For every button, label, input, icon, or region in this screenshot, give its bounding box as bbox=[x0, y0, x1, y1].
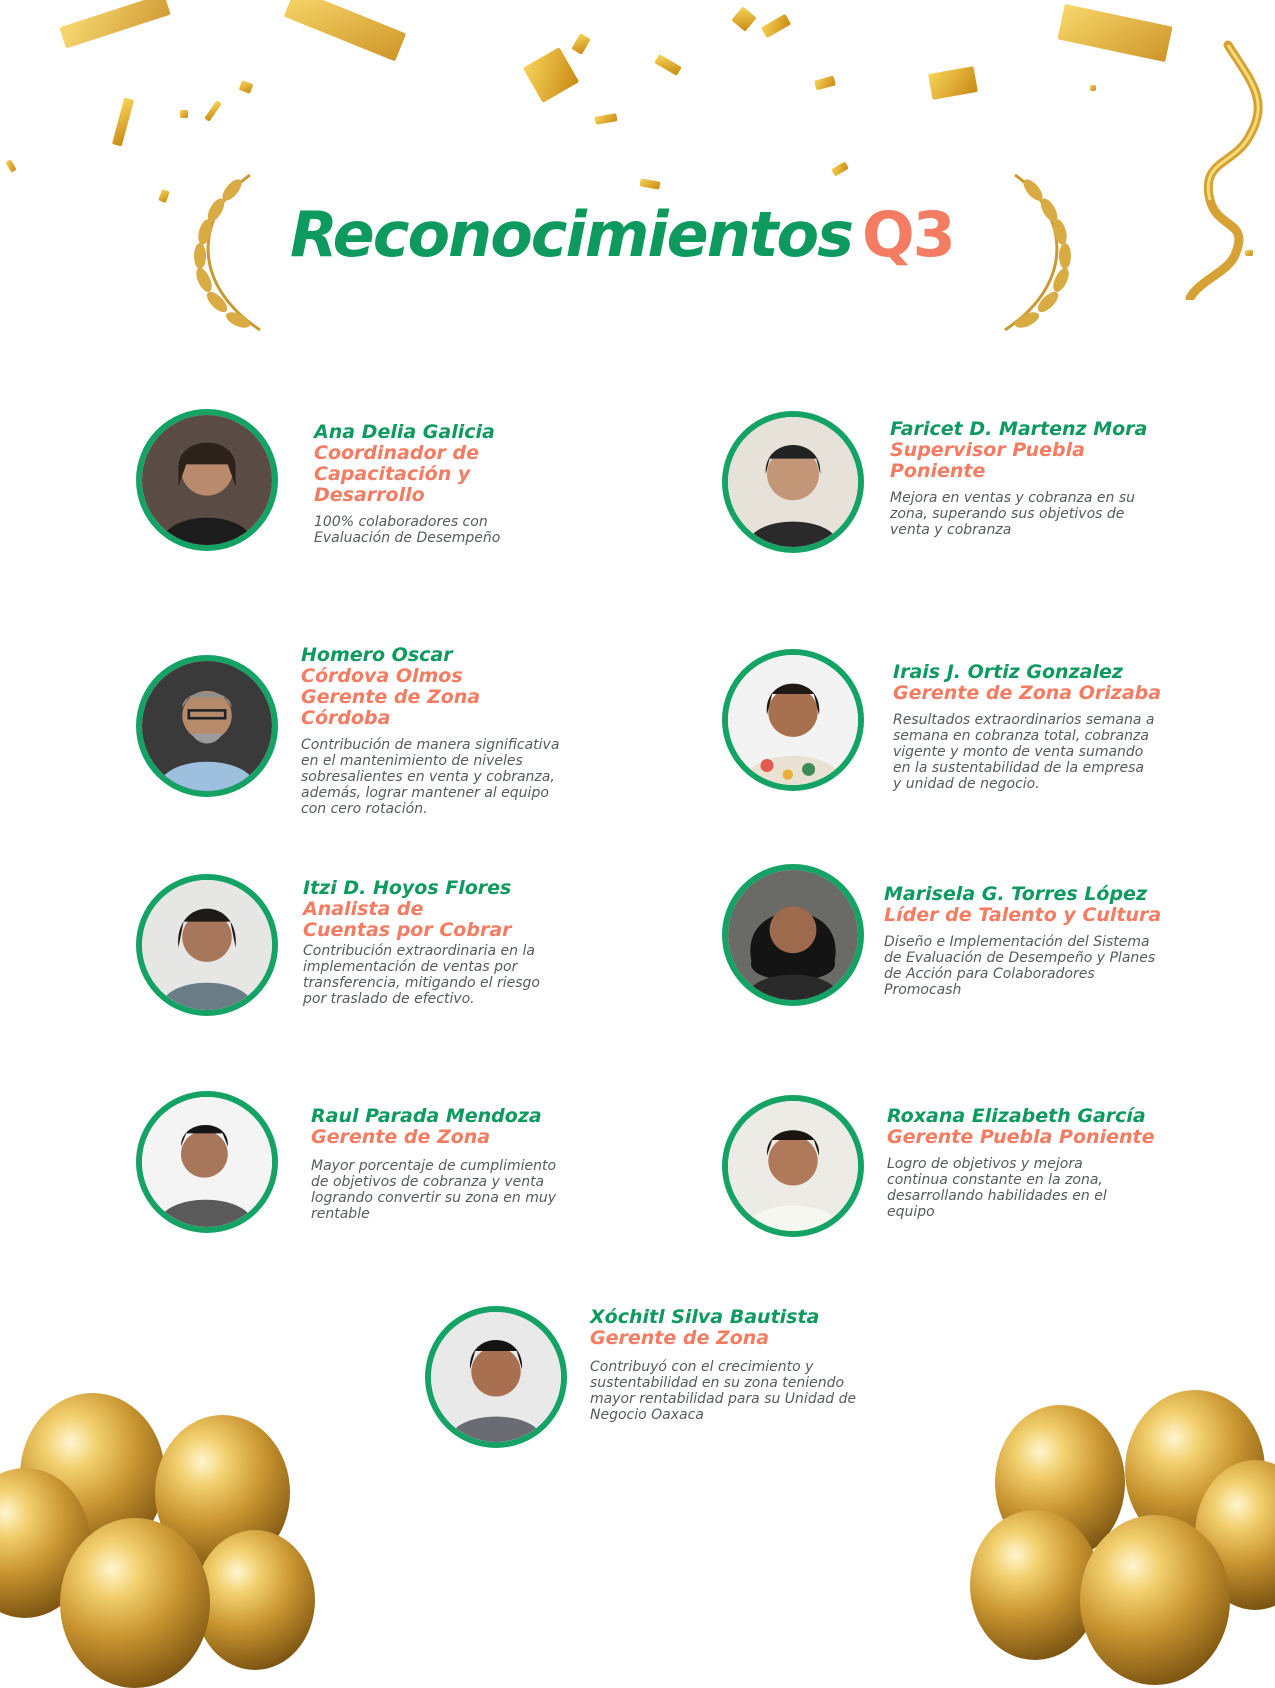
confetti-piece bbox=[654, 54, 682, 76]
confetti-piece bbox=[112, 98, 134, 147]
honoree-description: Mayor porcentaje de cumplimiento de objetivos de cobranza y venta logrando convertir su zona en muy rentable bbox=[311, 1158, 557, 1222]
page-title bbox=[290, 198, 1010, 288]
confetti-piece bbox=[928, 66, 978, 100]
honoree-role: Gerente de Zona bbox=[311, 1126, 491, 1148]
honoree-description: 100% colaboradores con Evaluación de Desempeño bbox=[314, 514, 501, 546]
honoree-role: Gerente Puebla Poniente bbox=[887, 1126, 1155, 1148]
honoree-description: Contribución de manera significativa en el mantenimiento de niveles sobresalientes en venta y cobranza, además, lograr mantener al equipo con cero rotación. bbox=[301, 737, 560, 817]
honoree-info bbox=[893, 662, 1163, 792]
honoree-info bbox=[884, 883, 1162, 998]
confetti-piece bbox=[571, 33, 590, 55]
person-photo-icon bbox=[142, 661, 272, 791]
gold-ribbon-decoration bbox=[1180, 40, 1270, 300]
title-quarter: Q3 bbox=[861, 198, 954, 271]
honoree-info bbox=[314, 422, 584, 546]
confetti-piece bbox=[59, 0, 170, 48]
confetti-piece bbox=[1090, 85, 1096, 91]
honoree-name: Xóchitl Silva Bautista bbox=[590, 1306, 820, 1328]
honoree-role: Líder de Talento y Cultura bbox=[884, 904, 1162, 926]
person-photo-icon bbox=[142, 415, 272, 545]
honoree-name: Irais J. Ortiz Gonzalez bbox=[893, 661, 1123, 683]
person-photo-icon bbox=[728, 417, 858, 547]
person-photo-icon bbox=[728, 870, 858, 1000]
honoree-info bbox=[890, 419, 1160, 538]
honoree-role: Córdova Olmos Gerente de Zona Córdoba bbox=[301, 665, 481, 729]
honoree-info bbox=[301, 645, 571, 817]
confetti-piece bbox=[761, 14, 791, 38]
person-photo-icon bbox=[728, 655, 858, 785]
confetti-piece bbox=[523, 47, 579, 103]
person-photo-icon bbox=[142, 880, 272, 1010]
avatar bbox=[722, 1095, 864, 1237]
confetti-piece bbox=[239, 80, 254, 94]
confetti-piece bbox=[284, 0, 407, 61]
confetti-piece bbox=[1057, 4, 1172, 62]
gold-balloon-icon bbox=[195, 1530, 315, 1670]
person-photo-icon bbox=[142, 1097, 272, 1227]
honoree-role: Supervisor Puebla Poniente bbox=[890, 439, 1085, 482]
gold-balloon-icon bbox=[60, 1518, 210, 1688]
confetti-piece bbox=[831, 162, 849, 177]
avatar bbox=[136, 655, 278, 797]
honoree-name: Ana Delia Galicia bbox=[314, 421, 495, 443]
person-photo-icon bbox=[728, 1101, 858, 1231]
honoree-name: Itzi D. Hoyos Flores bbox=[303, 877, 512, 899]
honoree-description: Diseño e Implementación del Sistema de Evaluación de Desempeño y Planes de Acción para Colaboradores Promocash bbox=[884, 934, 1156, 998]
avatar bbox=[722, 411, 864, 553]
honoree-role: Gerente de Zona bbox=[590, 1327, 770, 1349]
honoree-role: Analista de Cuentas por Cobrar bbox=[303, 898, 512, 941]
confetti-piece bbox=[158, 189, 170, 203]
left-laurel-icon bbox=[180, 170, 290, 340]
avatar bbox=[722, 649, 864, 791]
honoree-info bbox=[303, 878, 573, 1007]
honoree-role: Gerente de Zona Orizaba bbox=[893, 682, 1162, 704]
title-main: Reconocimientos bbox=[290, 198, 852, 271]
honoree-info bbox=[311, 1106, 581, 1222]
honoree-description: Resultados extraordinarios semana a semana en cobranza total, cobranza vigente y monto de venta sumando en la sustentabilidad de la empresa y unidad de negocio. bbox=[893, 712, 1155, 792]
honoree-name: Homero Oscar bbox=[301, 644, 453, 666]
honoree-name: Roxana Elizabeth García bbox=[887, 1105, 1146, 1127]
honoree-description: Contribución extraordinaria en la implementación de ventas por transferencia, mitigando el riesgo por traslado de efectivo. bbox=[303, 943, 540, 1007]
honoree-role: Coordinador de Capacitación y Desarrollo bbox=[314, 442, 480, 506]
avatar bbox=[425, 1306, 567, 1448]
avatar bbox=[722, 864, 864, 1006]
confetti-piece bbox=[204, 100, 222, 121]
confetti-piece bbox=[731, 6, 756, 31]
avatar bbox=[136, 874, 278, 1016]
gold-balloon-icon bbox=[1080, 1515, 1230, 1685]
confetti-piece bbox=[5, 159, 16, 172]
person-photo-icon bbox=[431, 1312, 561, 1442]
confetti-piece bbox=[639, 178, 660, 189]
honoree-info bbox=[887, 1106, 1157, 1220]
confetti-piece bbox=[180, 110, 188, 118]
honoree-description: Contribuyó con el crecimiento y sustentabilidad en su zona teniendo mayor rentabilidad para su Unidad de Negocio Oaxaca bbox=[590, 1359, 857, 1423]
honoree-name: Raul Parada Mendoza bbox=[311, 1105, 542, 1127]
honoree-description: Logro de objetivos y mejora continua constante en la zona, desarrollando habilidades en el equipo bbox=[887, 1156, 1107, 1220]
avatar bbox=[136, 1091, 278, 1233]
confetti-piece bbox=[594, 113, 617, 125]
honoree-name: Faricet D. Martenz Mora bbox=[890, 418, 1148, 440]
avatar bbox=[136, 409, 278, 551]
honoree-info bbox=[590, 1307, 860, 1423]
honoree-name: Marisela G. Torres López bbox=[884, 883, 1148, 905]
honoree-description: Mejora en ventas y cobranza en su zona, superando sus objetivos de venta y cobranza bbox=[890, 490, 1136, 538]
confetti-piece bbox=[814, 76, 836, 91]
